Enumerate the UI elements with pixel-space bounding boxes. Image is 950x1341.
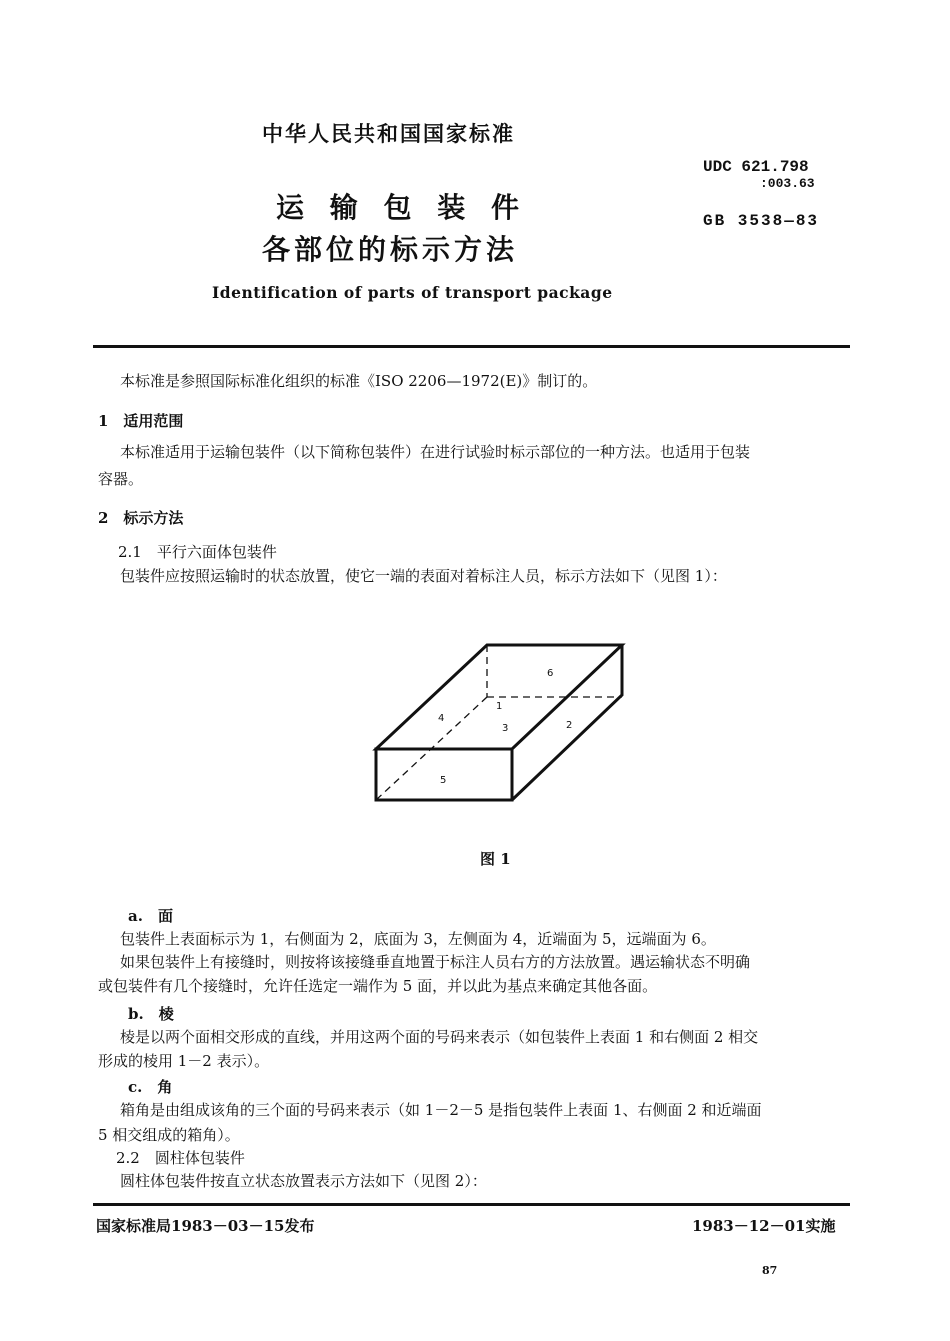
item-c-heading: c. 角 [128, 1078, 173, 1096]
issue-date: 国家标准局1983－03－15发布 [96, 1217, 315, 1235]
section-2-1-text: 包装件应按照运输时的状态放置，使它一端的表面对着标注人员，标示方法如下（见图 1）： [120, 567, 727, 585]
title-line1: 运 输 包 装 件 [276, 191, 527, 224]
item-a-text-2-cont: 或包装件有几个接缝时，允许任选定一端作为 5 面，并以此为基点来确定其他各面。 [98, 977, 658, 995]
gb-code: GB 3538—83 [703, 212, 820, 230]
section-2-2-heading: 2.2 圆柱体包装件 [116, 1149, 245, 1167]
footer-rule [93, 1203, 850, 1206]
face-label-5: 5 [440, 775, 447, 786]
face-label-2: 2 [566, 720, 573, 731]
item-c-text: 箱角是由组成该角的三个面的号码来表示（如 1－2－5 是指包装件上表面 1、右侧面 2 和近端面 [120, 1101, 762, 1119]
section-2-1-heading: 2.1 平行六面体包装件 [118, 543, 277, 561]
intro-text: 本标准是参照国际标准化组织的标准《ISO 2206—1972(E)》制订的。 [120, 372, 598, 390]
face-label-3: 3 [502, 723, 509, 734]
title-english: Identification of parts of transport package [212, 283, 613, 302]
udc-sub: :003.63 [760, 176, 815, 191]
section-1-heading: 1 适用范围 [98, 412, 184, 430]
item-b-text-cont: 形成的棱用 1－2 表示）。 [98, 1052, 270, 1070]
section-1-text: 本标准适用于运输包装件（以下简称包装件）在进行试验时标示部位的一种方法。也适用于包装 [120, 443, 751, 461]
figure-1-caption: 图 1 [480, 850, 511, 868]
section-2-heading: 2 标示方法 [98, 509, 184, 527]
page-number: 87 [762, 1264, 778, 1277]
item-c-text-cont: 5 相交组成的箱角）。 [98, 1126, 240, 1144]
section-2-2-text: 圆柱体包装件按直立状态放置表示方法如下（见图 2）： [120, 1172, 487, 1190]
effective-date: 1983－12－01实施 [692, 1217, 836, 1235]
udc-code: UDC 621.798 [703, 158, 809, 176]
section-1-text-cont: 容器。 [98, 470, 144, 488]
item-b-text: 棱是以两个面相交形成的直线，并用这两个面的号码来表示（如包装件上表面 1 和右侧面 2 相交 [120, 1028, 759, 1046]
standard-type: 中华人民共和国国家标准 [262, 121, 515, 146]
face-label-6: 6 [547, 668, 554, 679]
item-a-text-1: 包装件上表面标示为 1，右侧面为 2，底面为 3，左侧面为 4，近端面为 5，远端面为 6。 [120, 930, 716, 948]
title-line2: 各部位的标示方法 [262, 233, 519, 266]
face-label-1: 1 [496, 701, 503, 712]
item-b-heading: b. 棱 [128, 1005, 174, 1023]
item-a-text-2: 如果包装件上有接缝时，则按将该接缝垂直地置于标注人员右方的方法放置。遇运输状态不明确 [120, 953, 751, 971]
face-label-4: 4 [438, 713, 445, 724]
item-a-heading: a. 面 [128, 907, 173, 925]
